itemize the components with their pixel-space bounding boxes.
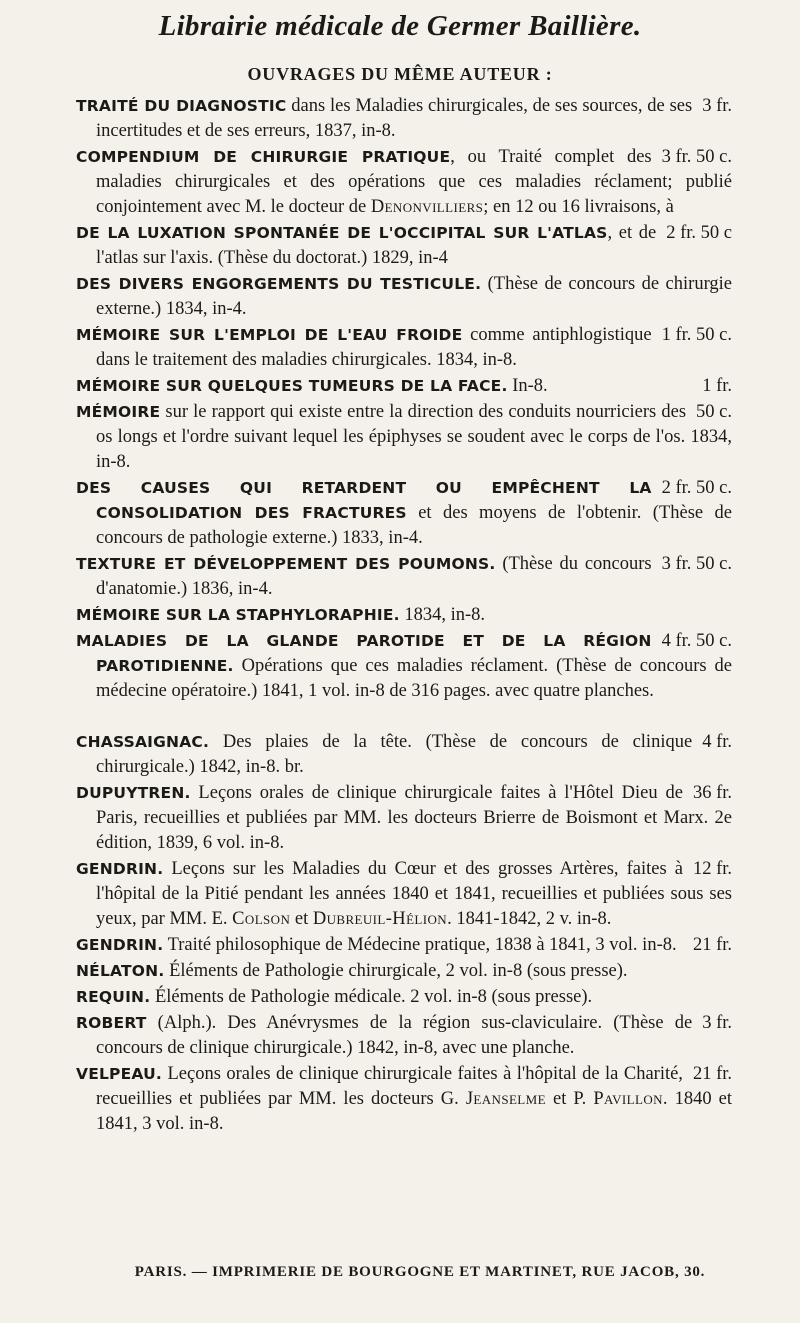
entry-text: Opérations que ces maladies réclament. (Thèse de concours de médecine opératoire.) 1841, 1 vol. in-8 de 316 pages. avec quatre planches. bbox=[96, 656, 732, 701]
entry-text: In-8. bbox=[507, 376, 548, 396]
entry-text: (Thèse du concours d'anatomie.) 1836, in-4. bbox=[96, 554, 652, 599]
entry-price: 36 fr. bbox=[692, 783, 732, 803]
entry-title: ROBERT bbox=[76, 1014, 147, 1032]
entry-price: 21 fr. bbox=[692, 935, 732, 955]
entry-text: et bbox=[290, 909, 313, 929]
entry-title: MÉMOIRE SUR QUELQUES TUMEURS DE LA FACE. bbox=[76, 377, 508, 395]
entry-title: DE LA LUXATION SPONTANÉE DE L'OCCIPITAL SUR L'ATLAS bbox=[76, 224, 608, 242]
entry-text: 1834, in-8. bbox=[399, 605, 486, 625]
catalog-entry bbox=[76, 629, 732, 704]
entry-text: Leçons orales de clinique chirurgicale faites à l'Hôtel Dieu de Paris, recueillies et publiées par MM. les docteurs Brierre de Boismont et Marx. 2e édition, 1839, 6 vol. in-8. bbox=[96, 783, 732, 853]
catalog-entry bbox=[76, 857, 732, 932]
entry-title: MÉMOIRE bbox=[76, 403, 161, 421]
entry-name: Dubreuil-Hélion bbox=[312, 909, 448, 929]
entry-price: 21 fr. bbox=[692, 1064, 732, 1084]
entry-price: 50 c. bbox=[696, 402, 732, 422]
entry-title: MALADIES DE LA GLANDE PAROTIDE ET DE LA RÉGION PAROTIDIENNE. bbox=[76, 632, 652, 675]
catalog-entry bbox=[76, 400, 732, 475]
catalog-entry bbox=[76, 221, 732, 271]
catalog-entry bbox=[76, 272, 732, 322]
section-heading: OUVRAGES DU MÊME AUTEUR : bbox=[247, 64, 553, 84]
other-works-list bbox=[76, 730, 732, 1138]
entry-title: DES DIVERS ENGORGEMENTS DU TESTICULE. bbox=[76, 275, 482, 293]
entry-title: GENDRIN. bbox=[76, 936, 164, 954]
entry-title: DUPUYTREN. bbox=[76, 784, 191, 802]
entry-text: (Alph.). Des Anévrysmes de la région sus-claviculaire. (Thèse de concours de clinique chirurgicale.) 1842, in-8, avec une planche. bbox=[96, 1013, 693, 1058]
entry-text: comme antiphlogistique dans le traitement des maladies chirurgicales. 1834, in-8. bbox=[96, 325, 652, 370]
entry-price: 1 fr. 50 c. bbox=[661, 325, 732, 345]
entry-text: , ou Traité complet des maladies chirurgicales et des opérations que ces maladies réclament; publié conjointement avec M. le docteur de bbox=[96, 147, 732, 217]
entry-price: 2 fr. 50 c bbox=[666, 223, 732, 243]
entry-title: TEXTURE ET DÉVELOPPEMENT DES POUMONS. bbox=[76, 555, 496, 573]
entry-title: DES CAUSES QUI RETARDENT OU EMPÊCHENT LA CONSOLIDATION DES FRACTURES bbox=[76, 479, 652, 522]
entry-title: GENDRIN. bbox=[76, 860, 164, 878]
catalog-entry bbox=[76, 1062, 732, 1137]
entry-price: 3 fr. 50 c. bbox=[661, 554, 732, 574]
catalog-entry bbox=[76, 552, 732, 602]
catalog-entry bbox=[76, 94, 732, 144]
entry-title: CHASSAIGNAC. bbox=[76, 733, 210, 751]
entry-text: Éléments de Pathologie chirurgicale, 2 vol. in-8 (sous presse). bbox=[164, 961, 628, 981]
entry-title: VELPEAU. bbox=[76, 1065, 163, 1083]
catalog-entry bbox=[76, 959, 732, 984]
entry-price: 12 fr. bbox=[692, 859, 732, 879]
entry-price: 3 fr. bbox=[702, 1013, 732, 1033]
entry-text: dans les Maladies chirurgicales, de ses sources, de ses incertitudes et de ses erreurs, 1837, in-8. bbox=[96, 96, 693, 141]
entry-price: 4 fr. bbox=[702, 732, 732, 752]
entry-text: . 1841-1842, 2 v. in-8. bbox=[447, 909, 612, 929]
entry-price: 2 fr. 50 c. bbox=[661, 478, 732, 498]
entry-text: Leçons orales de clinique chirurgicale faites à l'hôpital de la Charité, recueillies et publiées par MM. les docteurs G. bbox=[96, 1064, 683, 1109]
catalog-entry bbox=[76, 985, 732, 1010]
entry-title: REQUIN. bbox=[76, 988, 151, 1006]
catalog-entry bbox=[76, 781, 732, 856]
catalog-entry bbox=[76, 933, 732, 958]
entry-title: NÉLATON. bbox=[76, 962, 165, 980]
publisher-header: Librairie médicale de Germer Baillière. bbox=[158, 10, 642, 42]
entry-text: et P. bbox=[545, 1089, 594, 1109]
entry-title: MÉMOIRE SUR L'EMPLOI DE L'EAU FROIDE bbox=[76, 326, 463, 344]
entry-text: Traité philosophique de Médecine pratique, 1838 à 1841, 3 vol. in-8. bbox=[163, 935, 677, 955]
entry-text: sur le rapport qui existe entre la direction des conduits nourriciers des os longs et l'ordre suivant lequel les épiphyses se soudent avec le corps de l'os. 1834, in-8. bbox=[96, 402, 732, 472]
catalog-entry bbox=[76, 145, 732, 220]
entry-name: Denonvilliers bbox=[370, 197, 484, 217]
entry-text: . 1840 et 1841, 3 vol. in-8. bbox=[96, 1089, 733, 1134]
catalog-entry bbox=[76, 603, 732, 628]
entry-name: Jeanselme bbox=[465, 1089, 546, 1109]
entry-text: (Thèse de concours de chirurgie externe.) 1834, in-4. bbox=[96, 274, 733, 319]
entry-price: 3 fr. 50 c. bbox=[661, 147, 732, 167]
entry-name: Colson bbox=[232, 909, 291, 929]
entry-price: 3 fr. bbox=[702, 96, 732, 116]
printer-footer: PARIS. — IMPRIMERIE DE BOURGOGNE ET MARTINET, RUE JACOB, 30. bbox=[134, 1264, 706, 1280]
catalog-entry bbox=[76, 1011, 732, 1061]
entry-text: et des moyens de l'obtenir. (Thèse de concours de pathologie externe.) 1833, in-4. bbox=[96, 503, 732, 548]
entry-text: ; en 12 ou 16 livraisons, à bbox=[483, 197, 674, 217]
entry-text: , et de l'atlas sur l'axis. (Thèse du doctorat.) 1829, in-4 bbox=[96, 223, 657, 268]
catalog-entry bbox=[76, 730, 732, 780]
entry-price: 1 fr. bbox=[702, 376, 732, 396]
entry-name: Pavillon bbox=[593, 1089, 663, 1109]
entry-title: TRAITÉ DU DIAGNOSTIC bbox=[76, 97, 287, 115]
entry-title: MÉMOIRE SUR LA STAPHYLORAPHIE. bbox=[76, 606, 400, 624]
entry-text: Éléments de Pathologie médicale. 2 vol. in-8 (sous presse). bbox=[150, 987, 593, 1007]
entry-title: COMPENDIUM DE CHIRURGIE PRATIQUE bbox=[76, 148, 451, 166]
catalog-entry bbox=[76, 374, 732, 399]
entry-text: Leçons sur les Maladies du Cœur et des grosses Artères, faites à l'hôpital de la Pitié pendant les années 1840 et 1841, recueillies et publiées sous ses yeux, par MM. E. bbox=[96, 859, 732, 929]
works-same-author-list bbox=[76, 94, 732, 705]
catalog-entry bbox=[76, 323, 732, 373]
catalog-entry bbox=[76, 476, 732, 551]
entry-text: Des plaies de la tête. (Thèse de concours de clinique chirurgicale.) 1842, in-8. br. bbox=[96, 732, 693, 777]
entry-price: 4 fr. 50 c. bbox=[661, 631, 732, 651]
